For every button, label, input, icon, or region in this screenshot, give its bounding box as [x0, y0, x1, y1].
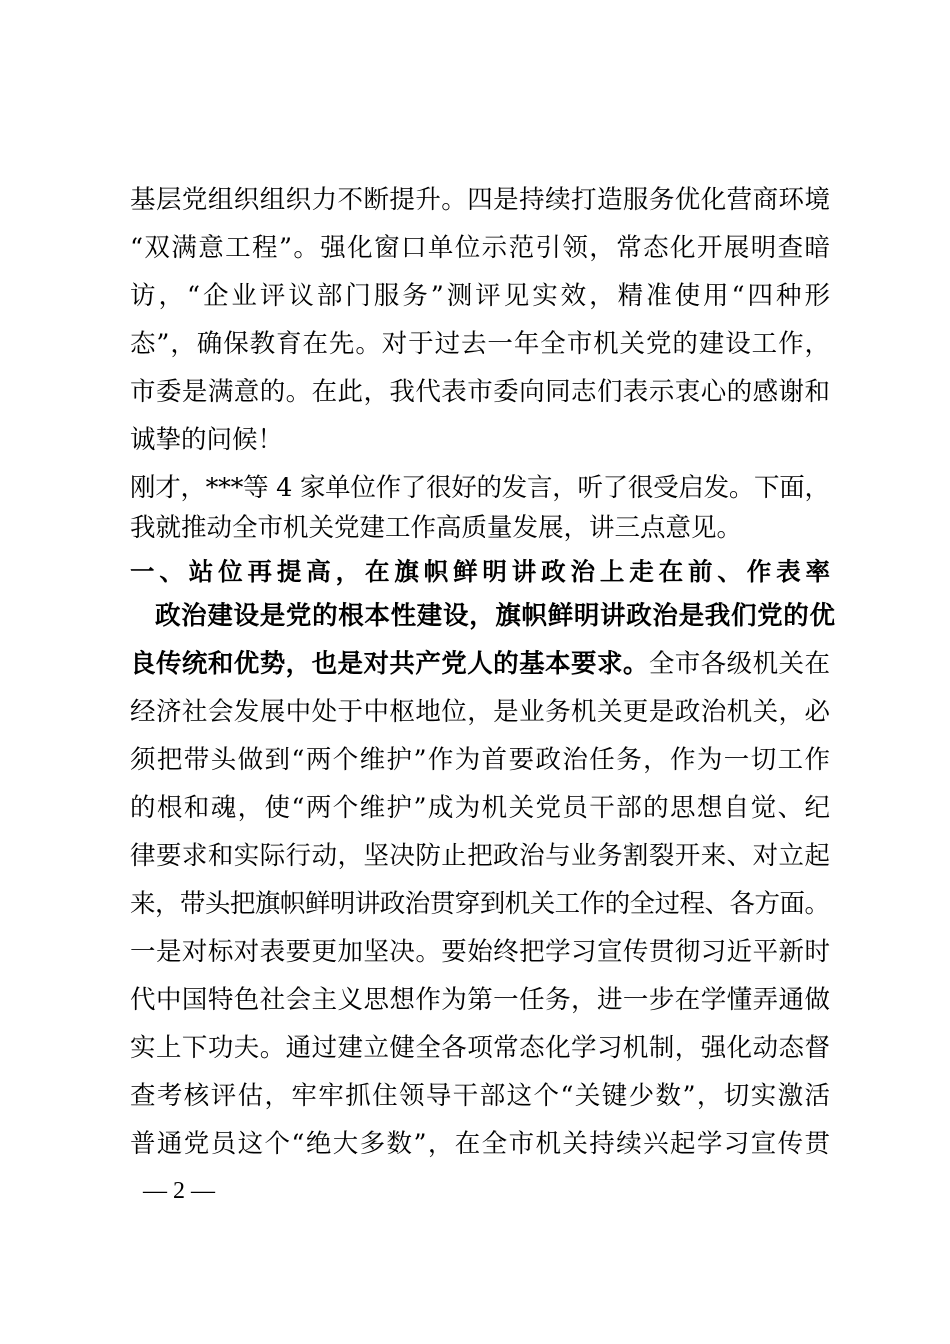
bold-span: 良传统和优势，也是对共产党人的基本要求。 — [130, 649, 649, 679]
text-line-mixed — [130, 647, 830, 681]
text-line: “双满意工程”。强化窗口单位示范引领，常态化开展明查暗 — [130, 233, 832, 263]
regular-span: 全市各级机关在 — [648, 649, 831, 679]
text-line: 态”，确保教育在先。对于过去一年全市机关党的建设工作， — [130, 329, 831, 359]
text-line: 律要求和实际行动，坚决防止把政治与业务割裂开来、对立起 — [130, 841, 831, 871]
text-line: 实上下功夫。通过建立健全各项常态化学习机制，强化动态督 — [130, 1033, 831, 1063]
text-line: 我就推动全市机关党建工作高质量发展，讲三点意见。 — [130, 513, 743, 543]
text-line: 访，“企业评议部门服务”测评见实效，精准使用“四种形 — [130, 281, 833, 311]
text-line: 须把带头做到“两个维护”作为首要政治任务，作为一切工作 — [130, 745, 832, 775]
text-line: 的根和魂，使“两个维护”成为机关党员干部的思想自觉、纪 — [130, 793, 832, 823]
text-line: 刚才，***等 4 家单位作了很好的发言，听了很受启发。下面， — [130, 473, 830, 503]
text-line: 代中国特色社会主义思想作为第一任务，进一步在学懂弄通做 — [130, 985, 831, 1015]
text-line: 一是对标对表要更加坚决。要始终把学习宣传贯彻习近平新时 — [130, 937, 831, 967]
text-line: 普通党员这个“绝大多数”，在全市机关持续兴起学习宣传贯 — [130, 1129, 832, 1159]
text-line: 基层党组织组织力不断提升。四是持续打造服务优化营商环境 — [130, 185, 831, 215]
text-line: 经济社会发展中处于中枢地位，是业务机关更是政治机关，必 — [130, 697, 831, 727]
text-line: 来，带头把旗帜鲜明讲政治贯穿到机关工作的全过程、各方面。 — [130, 889, 830, 919]
section-heading: 一、站位再提高，在旗帜鲜明讲政治上走在前、作表率 — [130, 557, 835, 586]
text-line: 市委是满意的。在此，我代表市委向同志们表示衷心的感谢和 — [130, 377, 831, 407]
page-number: — 2 — — [143, 1178, 215, 1204]
text-line: 查考核评估，牢牢抓住领导干部这个“关键少数”，切实激活 — [130, 1081, 832, 1111]
text-line-bold: 政治建设是党的根本性建设，旗帜鲜明讲政治是我们党的优 — [155, 601, 836, 631]
text-line: 诚挚的问候！ — [130, 425, 284, 455]
